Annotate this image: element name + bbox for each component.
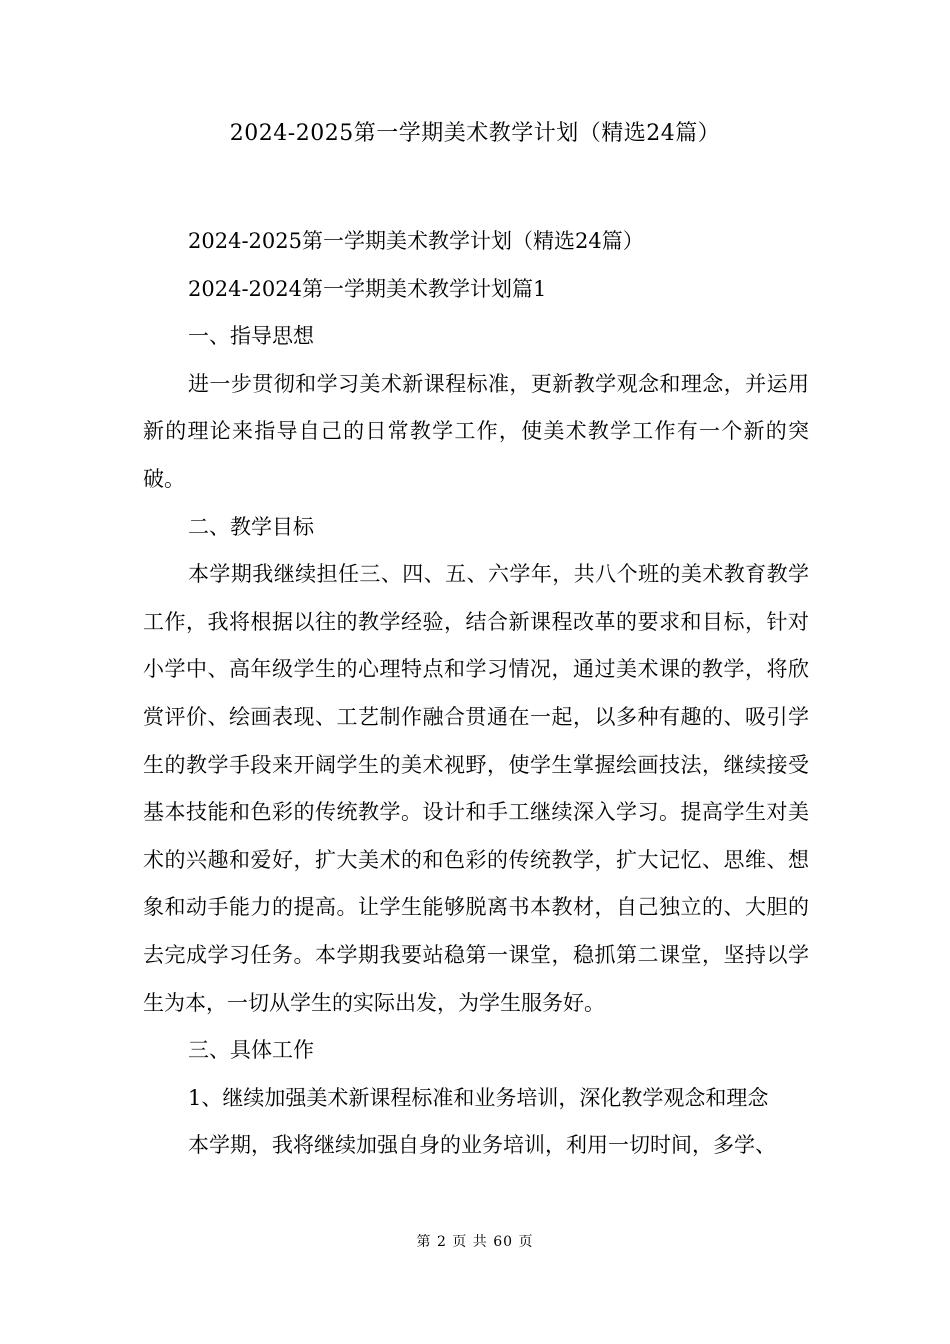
paragraph-item-1: 本学期，我将继续加强自身的业务培训，利用一切时间，多学、 — [188, 1133, 776, 1158]
page-number: 第 2 页 共 60 页 — [416, 1234, 534, 1250]
paragraph-guiding-ideology: 进一步贯彻和学习美术新课程标准，更新教学观念和理念，并运用新的理论来指导自己的日常教学工作，使美术教学工作有一个新的突破。 — [143, 371, 809, 491]
paragraph-subtitle: 2024-2025第一学期美术教学计划（精选24篇） — [188, 229, 644, 253]
heading-teaching-goals: 二、教学目标 — [188, 514, 314, 539]
heading-item-1: 1、继续加强美术新课程标准和业务培训，深化教学观念和理念 — [188, 1085, 769, 1110]
document-body — [143, 218, 809, 1170]
paragraph-section-title: 2024-2024第一学期美术教学计划篇1 — [188, 276, 547, 301]
paragraph-teaching-goals: 本学期我继续担任三、四、五、六学年，共八个班的美术教育教学工作，我将根据以往的教学经验，结合新课程改革的要求和目标，针对小学中、高年级学生的心理特点和学习情况，通过美术课的教学，将欣赏评价、绘画表现、工艺制作融合贯通在一起，以多种有趣的、吸引学生的教学手段来开阔学生的美术视野，使学生掌握绘画技法，继续接受基本技能和色彩的传统教学。设计和手工继续深入学习。提高学生对美术的兴趣和爱好，扩大美术的和色彩的传统教学，扩大记忆、思维、想象和动手能力的提高。让学生能够脱离书本教材，自己独立的、大胆的去完成学习任务。本学期我要站稳第一课堂，稳抓第二课堂，坚持以学生为本，一切从学生的实际出发，为学生服务好。 — [143, 562, 809, 1015]
document-title: 2024-2025第一学期美术教学计划（精选24篇） — [229, 121, 721, 146]
heading-specific-work: 三、具体工作 — [188, 1038, 314, 1063]
heading-guiding-ideology: 一、指导思想 — [188, 324, 314, 349]
